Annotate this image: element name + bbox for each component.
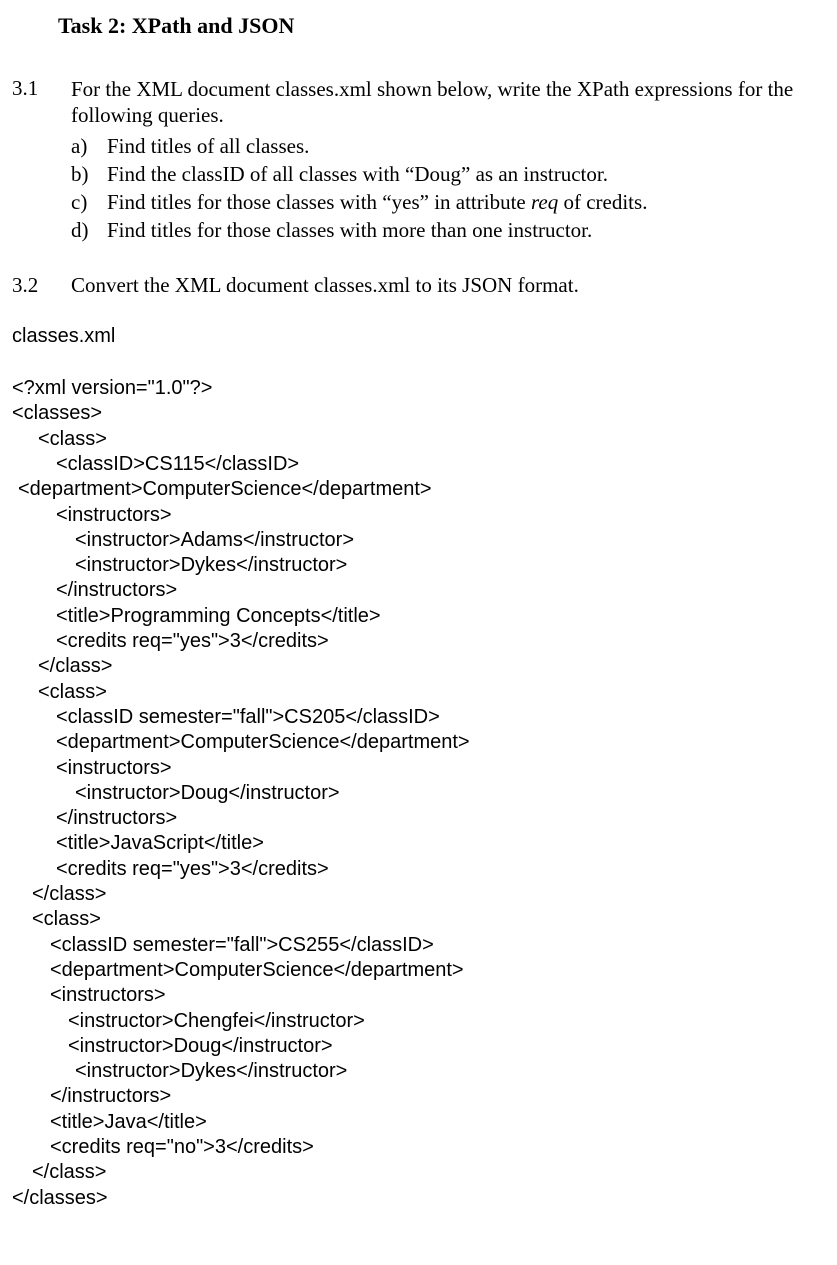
code-line: <credits req="yes">3</credits>: [56, 630, 329, 652]
sub-question-text: Find the classID of all classes with “Doug” as an instructor.: [107, 162, 608, 186]
code-line: <department>ComputerScience</department>: [56, 731, 470, 753]
code-line: <class>: [32, 908, 101, 930]
task-title: Task 2: XPath and JSON: [58, 13, 295, 38]
code-line: </instructors>: [56, 807, 178, 829]
sub-question-label: c): [71, 190, 88, 214]
question-number: 3.2: [12, 273, 39, 297]
code-line: <credits req="no">3</credits>: [50, 1136, 314, 1158]
sub-question-text: Find titles for those classes with more than one instructor.: [107, 218, 593, 242]
code-line: <department>ComputerScience</department>: [18, 478, 432, 500]
code-line: <instructor>Adams</instructor>: [75, 529, 355, 551]
sub-question-label: d): [71, 218, 89, 242]
question-text: [71, 76, 793, 128]
sub-question-a: [71, 134, 309, 159]
code-line: <instructor>Chengfei</instructor>: [68, 1010, 365, 1032]
question-text: Convert the XML document classes.xml to its JSON format.: [71, 273, 579, 297]
code-line: <title>Java</title>: [50, 1111, 207, 1133]
question-number: 3.1: [12, 76, 39, 100]
code-line: </instructors>: [56, 579, 178, 601]
code-line: </classes>: [12, 1187, 108, 1209]
sub-question-label: a): [71, 134, 88, 158]
code-line: <instructors>: [50, 984, 166, 1006]
code-line: <class>: [38, 681, 107, 703]
code-line: <credits req="yes">3</credits>: [56, 858, 329, 880]
sub-question-text: Find titles for those classes with “yes” in attribute: [107, 190, 531, 214]
code-line: </class>: [32, 1161, 107, 1183]
sub-question-c: [71, 190, 647, 215]
filename-label: classes.xml: [12, 325, 116, 347]
question-text-line: following queries.: [71, 103, 224, 127]
code-line: </instructors>: [50, 1085, 172, 1107]
code-line: </class>: [38, 655, 113, 677]
sub-question-label: b): [71, 162, 89, 186]
question-text-line: For the XML document classes.xml shown below, write the XPath expressions for the: [71, 77, 794, 101]
code-line: <title>Programming Concepts</title>: [56, 605, 381, 627]
sub-question-text: Find titles of all classes.: [107, 134, 310, 158]
code-line: <department>ComputerScience</department>: [50, 959, 464, 981]
code-line: <instructors>: [56, 504, 172, 526]
code-line: <classID semester="fall">CS255</classID>: [50, 934, 434, 956]
sub-question-emphasis: req: [531, 190, 559, 214]
code-line: <classID semester="fall">CS205</classID>: [56, 706, 440, 728]
sub-question-b: [71, 162, 608, 187]
code-line: <title>JavaScript</title>: [56, 832, 264, 854]
code-line: <instructor>Dykes</instructor>: [75, 554, 348, 576]
code-line: <?xml version="1.0"?>: [12, 377, 213, 399]
code-line: <instructor>Doug</instructor>: [75, 782, 340, 804]
code-line: <class>: [38, 428, 107, 450]
code-line: <instructors>: [56, 757, 172, 779]
sub-question-d: [71, 218, 592, 243]
code-line: </class>: [32, 883, 107, 905]
code-line: <classes>: [12, 402, 103, 424]
code-line: <instructor>Doug</instructor>: [68, 1035, 333, 1057]
code-line: <instructor>Dykes</instructor>: [75, 1060, 348, 1082]
code-line: <classID>CS115</classID>: [56, 453, 300, 475]
sub-question-text: of credits.: [558, 190, 648, 214]
